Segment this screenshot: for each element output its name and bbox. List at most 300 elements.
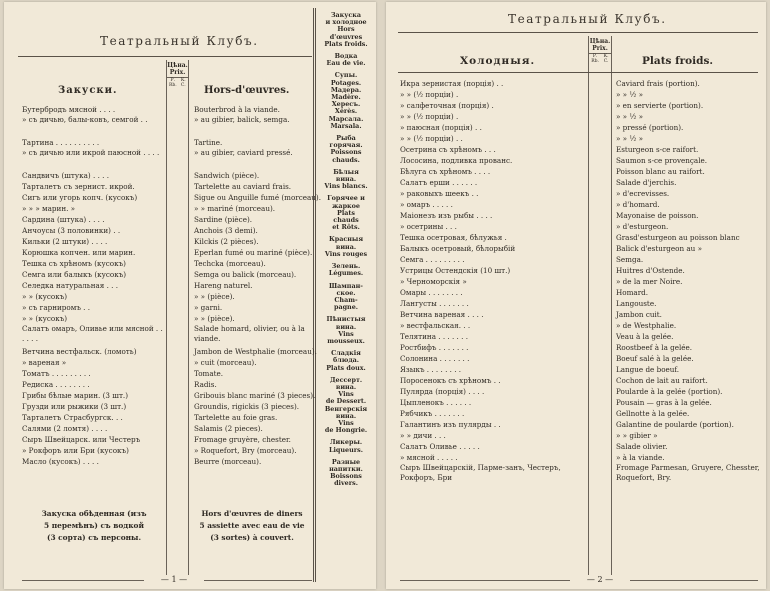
menu-item-row [22,291,314,302]
menu-item-fr: » » (pièce). [194,314,235,323]
title-rule [398,32,758,33]
sidebar-label-line: Хересъ. [331,100,361,109]
menu-item-row [400,276,762,287]
sidebar-label-line: chauds [333,216,359,225]
title-rule [18,56,312,57]
menu-item-row [400,155,762,166]
sidebar-section-label [317,195,375,209]
sidebar-section-label [317,183,375,190]
menu-item-fr: Balick d'esturgeon au » [616,244,702,253]
menu-item-fr: » au gibier, balick, semga. [194,115,290,124]
menu-item-ru: Масло (кусокъ) . . . . [22,457,99,466]
menu-item-fr: Langue de boeuf. [616,365,680,374]
menu-item-row [400,309,762,320]
price-label: Цѣна. Prix. [167,62,188,76]
menu-item-row [22,302,314,313]
sidebar-section-label [317,135,375,149]
set-menu-fr [190,508,314,544]
sidebar-label-line: Сладкія [331,349,361,358]
menu-item-fr: Veau à la gelée. [616,332,674,341]
menu-item-fr: » » (pièce). [194,292,235,301]
menu-item-row [400,298,762,309]
menu-item-row [22,115,314,137]
sidebar-label-line: Зелень. [331,262,361,271]
menu-item-ru: » вареная » [22,358,67,367]
menu-item-ru: Салатъ Оливье . . . . . [400,442,480,451]
sidebar-label-line: Plats froids. [324,39,368,48]
page-number: — 1 — [144,575,204,584]
menu-item-row [22,181,314,192]
menu-item-ru: Языкъ . . . . . . . . [400,365,462,374]
menu-item-fr: Salade olivier. [616,442,668,451]
menu-item-fr: Tartine. [194,138,223,147]
menu-item-row [22,280,314,291]
menu-item-fr: » en servierte (portion). [616,101,704,110]
menu-item-row [400,430,762,441]
menu-item-row [400,232,762,243]
menu-item-fr: Groundis, rigickis (3 pieces). [194,402,300,411]
sidebar-section-label [317,251,375,258]
sidebar-section-label [317,116,375,130]
menu-item-ru: » » (½ порціи) . . [400,134,463,143]
menu-item-fr: Fromage Parmesan, Gruyere, Chesster, Roquefort, Bry. [616,463,760,482]
menu-item-ru: » » » марин. » [22,204,76,213]
menu-item-row [400,100,762,111]
menu-item-row [400,342,762,353]
menu-item-fr: » de Westphalie. [616,321,677,330]
sidebar-label-line: Vins [338,329,354,338]
sidebar-label-line: Boissons [330,472,362,481]
menu-item-ru: Анчоусы (3 половинки) . . [22,226,121,235]
sidebar-section-label [317,316,375,330]
sidebar-label-line: блюда. [333,356,359,365]
sidebar-label-line: pagne. [333,303,358,312]
menu-item-fr: » d'homard. [616,200,660,209]
menu-item-ru: » осетрины . . . [400,222,457,231]
menu-item-fr: Radis. [194,380,217,389]
menu-page-2 [386,2,766,589]
sidebar-label-line: d'œuvres [329,32,363,41]
menu-item-ru: Балыкъ осетровый, бѣлорыбій [400,244,516,253]
menu-item-fr: Langouste. [616,299,657,308]
menu-item-fr: Poisson blanc au raifort. [616,167,705,176]
menu-item-ru: » съ дичью или икрой паюсной . . . . [22,148,160,157]
sidebar-section-label [317,101,375,115]
sidebar-section-label [317,210,375,232]
sidebar-label-line: Ликеры. [329,438,363,447]
menu-item-ru: » паюсная (порція) . . [400,123,482,132]
menu-item-ru: » » (кусокъ) [22,292,68,301]
menu-item-row [400,353,762,364]
menu-item-row [22,456,314,467]
menu-item-fr: Salade homard, olivier, ou à la viande. [194,324,305,343]
menu-item-row [22,368,314,379]
sidebar-section-label [317,459,375,473]
menu-item-fr: » » mariné (morceau). [194,204,276,213]
menu-item-fr: Pousain — gras à la gelée. [616,398,712,407]
sidebar-label-line: mousseux. [327,336,365,345]
menu-item-row [400,133,762,144]
menu-item-row [400,375,762,386]
footer-rule [22,580,162,581]
menu-item-fr: Esturgeon s-ce raifort. [616,145,699,154]
sidebar-section-label [317,406,375,420]
menu-item-ru: Цыпленокъ . . . . . . [400,398,472,407]
sidebar-section-label [317,53,375,67]
menu-item-row [400,331,762,342]
menu-item-ru: Солонина . . . . . . . [400,354,470,363]
sidebar-section-label [317,236,375,250]
sidebar-label-line: Рыба [336,134,356,143]
sidebar-label-line: Vins rouges [324,249,368,258]
menu-item-ru: Тарталетъ Страсбургск. . . [22,413,123,422]
menu-item-row [400,254,762,265]
menu-item-row [400,452,762,463]
sidebar-label-line: Vins blancs. [324,182,368,191]
menu-item-fr: Galantine de poularde (portion). [616,420,734,429]
menu-item-ru: » съ гарниромъ . . [22,303,91,312]
menu-item-ru: Сардина (штука) . . . . [22,215,105,224]
sidebar-label-line: Plats [337,208,355,217]
set-menu-fr-line: Hors d'œuvres de diners [201,509,303,518]
menu-item-row [22,313,314,324]
price-column-header [589,38,611,64]
menu-item-row [400,320,762,331]
menu-item-fr: Saumon s-ce provençale. [616,156,708,165]
sidebar-label-line: Cham- [334,295,358,304]
menu-item-fr: Gellnotte à la gelée. [616,409,690,418]
menu-item-fr: Salamis (2 pieces). [194,424,263,433]
menu-item-ru: Сыръ Швейцарск. или Честеръ [22,435,141,444]
menu-item-ru: Салатъ омаръ, Оливье или мясной . . . . . . [22,324,163,343]
sidebar-label-line: вина. [335,242,357,251]
sidebar-label-line: вина. [335,411,357,420]
menu-items-list [22,104,322,467]
menu-item-fr: Jambon de Westphalie (morceau). [194,347,317,356]
menu-item-row [22,104,314,115]
menu-item-fr: Eperlan fumé ou mariné (pièce). [194,248,313,257]
menu-item-fr: » pressé (portion). [616,123,684,132]
menu-item-fr: » garni. [194,303,223,312]
menu-item-fr: Caviard frais (portion). [616,79,700,88]
menu-item-ru: » салфеточная (порція) . [400,101,494,110]
menu-item-row [22,269,314,280]
menu-item-fr: Homard. [616,288,649,297]
menu-item-row [400,397,762,408]
menu-item-fr: Gribouis blanc mariné (3 pieces). [194,391,316,400]
menu-item-fr: Grasd'esturgeon au poisson blanc [616,233,740,242]
menu-item-fr: Hareng naturel. [194,281,253,290]
sidebar-section-label [317,72,375,86]
menu-item-ru: » » (кусокъ) [22,314,68,323]
price-column-header [167,62,188,88]
sidebar-label-line: вина. [335,382,357,391]
menu-item-ru: Ростбифъ . . . . . . . [400,343,469,352]
menu-item-ru: Тешка осетровая, бѣлужья . [400,233,507,242]
menu-item-row [22,434,314,445]
footer-rule [188,580,312,581]
menu-item-row [22,357,314,368]
menu-item-fr: Tartelette au caviard frais. [194,182,292,191]
menu-item-row [22,203,314,214]
set-menu-ru-line: (3 сорта) съ персоны. [46,533,142,542]
menu-item-row [400,89,762,100]
menu-item-ru: » » дичи . . . [400,431,446,440]
sidebar-label-line: Potages. [330,78,362,87]
footer-rule [612,580,758,581]
sidebar-label-line: Супы. [334,71,358,80]
menu-item-ru: » » (½ порціи) . [400,90,459,99]
menu-item-fr: Boeuf salé à la gelée. [616,354,694,363]
menu-item-fr: Techcka (morceau). [194,259,266,268]
menu-item-fr: Beurre (morceau). [194,457,262,466]
menu-item-fr: » d'esturgeon. [616,222,669,231]
menu-item-fr: Tartelette au foie gras. [194,413,278,422]
set-menu-ru-line: 5 перемѣнъ) съ водкой [44,521,144,530]
menu-item-fr: Sandwich (pièce). [194,171,260,180]
sidebar-label-line: напитки. [329,464,363,473]
menu-item-row [400,177,762,188]
menu-item-fr: Fromage gruyère, chester. [194,435,291,444]
menu-item-row [22,445,314,456]
menu-item-fr: » Roquefort, Bry (morceau). [194,446,297,455]
menu-item-ru: Томатъ . . . . . . . . . [22,369,91,378]
menu-item-row [400,287,762,298]
price-rubles-label: Р. Rb. [168,78,177,88]
menu-item-fr: Anchois (3 demi). [194,226,258,235]
sidebar-label-line: Liqueurs. [329,445,363,454]
menu-item-fr: Salade d'jerchis. [616,178,677,187]
menu-item-fr: Jambon cuit. [616,310,662,319]
menu-item-ru: Салатъ ерши . . . . . . [400,178,478,187]
sidebar-label-line: Венгерскія [324,404,368,413]
section-heading-ru: Холодныя. [460,55,536,67]
menu-item-ru: Селедка натуральная . . . [22,281,119,290]
sidebar-label-line: Légumes. [328,269,364,278]
set-menu-ru-line: Закуска обѣденная (изъ [41,509,147,518]
section-index-sidebar [317,12,375,488]
menu-item-row [400,265,762,276]
club-title: Театральный Клубъ. [100,34,259,48]
menu-item-ru: Галантинъ изъ пулярды . . [400,420,501,429]
menu-item-fr: Poularde à la gelée (portion). [616,387,723,396]
set-menu-ru [22,508,166,544]
section-heading-fr: Plats froids. [642,55,714,67]
menu-item-ru: Тартина . . . . . . . . . . [22,138,100,147]
menu-item-ru: » вестфальская. . . [400,321,471,330]
sidebar-label-line: Eau de vie. [326,59,366,68]
sidebar-label-line: Мадера. [330,85,362,94]
sidebar-section-label [317,420,375,434]
menu-item-ru: Лангусты . . . . . . . [400,299,469,308]
menu-item-fr: Kilckis (2 pièces). [194,237,259,246]
menu-item-row [22,236,314,247]
sidebar-label-line: chauds. [332,155,360,164]
menu-item-fr: Huitres d'Ostende. [616,266,685,275]
menu-item-row [22,379,314,390]
menu-item-ru: Лососина, подливка прованс. [400,156,513,165]
menu-item-ru: Салями (2 ломтя) . . . . [22,424,108,433]
menu-item-row [22,258,314,269]
sidebar-label-line: Poissons [330,148,362,157]
menu-item-ru: Маіонезъ изъ рыбы . . . . [400,211,493,220]
menu-item-fr: Roostbeef à la gelée. [616,343,693,352]
menu-item-ru: Сигъ или угорь копч. (кусокъ) [22,193,138,202]
menu-item-ru: Телятина . . . . . . . [400,332,468,341]
sidebar-section-label [317,350,375,364]
sidebar-label-line: et Rôts. [332,223,360,232]
menu-item-fr: » » gibier » [616,431,658,440]
menu-item-fr: Tomate. [194,369,224,378]
price-kopecks-label: К. C. [180,78,186,88]
menu-item-ru: Поросенокъ съ хрѣномъ . . [400,376,501,385]
menu-item-ru: Рябчикъ . . . . . . . [400,409,465,418]
section-heading-ru: Закуски. [58,85,118,96]
menu-item-row [400,144,762,155]
club-title: Театральный Клубъ. [508,12,667,26]
sidebar-section-label [317,377,375,391]
menu-item-fr: Semga ou balick (morceau). [194,270,297,279]
sidebar-label-line: Водка [334,52,358,61]
menu-items-list [400,78,762,485]
set-menu-fr-line: 5 assiette avec eau de vie [199,521,305,530]
menu-item-row [400,210,762,221]
sidebar-section-label [317,263,375,277]
menu-item-ru: Тарталетъ съ зернист. икрой. [22,182,135,191]
sidebar-label-line: горячая. [329,141,363,150]
sidebar-label-line: Marsala. [330,121,362,130]
sidebar-section-label [317,26,375,48]
menu-item-fr: Cochon de lait au raifort. [616,376,708,385]
menu-item-fr: Semga. [616,255,644,264]
sidebar-label-line: ское. [336,288,356,297]
sidebar-section-label [317,87,375,101]
menu-item-row [400,221,762,232]
menu-item-row [400,188,762,199]
price-label: Цѣна. Prix. [589,38,611,52]
menu-page-1 [4,2,376,589]
sidebar-label-line: Красныя [328,235,364,244]
sidebar-section-label [317,365,375,372]
menu-item-row [22,346,317,357]
menu-item-fr: Mayonaise de poisson. [616,211,699,220]
sidebar-section-label [317,283,375,297]
menu-item-ru: Ветчина вареная . . . . [400,310,484,319]
menu-item-ru: Сыръ Швейцарскій, Парме-занъ, Честеръ, Рокфоръ, Бри [400,463,561,482]
menu-item-row [22,148,314,170]
menu-item-ru: » Черноморскія » [400,277,467,286]
sidebar-section-label [317,473,375,487]
menu-item-row [22,170,314,181]
sidebar-label-line: Xérès. [334,107,358,116]
menu-item-ru: Бутербродъ мясной . . . . [22,105,116,114]
sidebar-label-line: divers. [334,479,358,488]
sidebar-section-label [317,297,375,311]
menu-item-row [400,408,762,419]
menu-item-fr: » à la viande. [616,453,665,462]
menu-item-ru: Пулярда (порція) . . . . [400,387,485,396]
menu-item-fr: » de la mer Noire. [616,277,683,286]
menu-item-fr: » d'ecrevisses. [616,189,670,198]
menu-item-ru: » съ дичью, балы-ковъ, семгой . . [22,115,148,124]
menu-item-fr: » cuit (morceau). [194,358,257,367]
menu-item-fr: » » ½ » [616,90,644,99]
menu-item-ru: Грибы бѣлые марин. (3 шт.) [22,391,129,400]
menu-item-row [22,401,314,412]
menu-item-row [400,386,762,397]
menu-item-row [22,192,322,203]
sidebar-label-line: Закуска [330,11,362,19]
menu-item-ru: » раковыхъ шеекъ . . [400,189,479,198]
menu-item-fr: Bouterbrod à la viande. [194,105,280,114]
menu-item-row [400,199,762,210]
menu-item-ru: Семга или балыкъ (кусокъ) [22,270,127,279]
menu-item-ru: Сандвичъ (штука) . . . . [22,171,109,180]
menu-item-row [400,243,762,254]
menu-item-ru: » омаръ . . . . . [400,200,453,209]
menu-item-row [400,463,762,485]
menu-item-ru: Устрицы Остендскія (10 шт.) [400,266,511,275]
sidebar-label-line: Шампан- [329,281,363,290]
sidebar-label-line: Plats doux. [326,363,366,372]
sidebar-label-line: Марсала. [328,114,364,123]
sidebar-label-line: вина. [335,175,357,184]
sidebar-label-line: жаркое [331,201,360,210]
set-menu-fr-line: (3 sortes) à couvert. [210,533,294,542]
menu-item-ru: Корюшка копчен. или марин. [22,248,136,257]
menu-item-row [22,137,314,148]
price-rubles-label: Р. Rb. [591,54,599,64]
sidebar-label-line: de Dessert. [325,397,367,406]
sidebar-label-line: Бѣлыя [333,167,359,176]
sidebar-section-label [317,391,375,405]
sidebar-section-label [317,439,375,453]
sidebar-section-label [317,149,375,163]
menu-item-ru: Ветчина вестфальск. (ломоть) [22,347,137,356]
menu-item-ru: Икра зернистая (порція) . . [400,79,504,88]
menu-item-ru: Осетрина съ хрѣномъ . . . [400,145,496,154]
sidebar-label-line: Разные [331,457,361,466]
menu-item-fr: » au gibier, caviard pressé. [194,148,293,157]
menu-item-ru: Семга . . . . . . . . . [400,255,465,264]
menu-item-row [22,412,314,423]
menu-item-row [22,390,314,401]
menu-item-row [400,78,762,89]
price-kopecks-label: К. C. [603,54,609,64]
menu-item-row [400,441,762,452]
sidebar-label-line: Hors [337,25,355,34]
sidebar-label-line: Горячее и [327,194,365,203]
section-heading-fr: Hors-d'œuvres. [204,85,290,96]
sidebar-label-line: Madère. [331,93,361,102]
menu-item-row [22,324,314,346]
menu-item-ru: Тешка съ хрѣномъ (кусокъ) [22,259,126,268]
header-rule [398,72,758,73]
sidebar-label-line: Пѣнистыя [326,315,366,324]
menu-item-fr: Sardine (pièce). [194,215,253,224]
menu-item-row [22,423,314,434]
sidebar-label-line: de Hongrie. [324,426,368,435]
menu-item-ru: » Рокфоръ или Бри (кусокъ) [22,446,129,455]
menu-item-ru: Грузди или рыжики (3 шт.) [22,402,127,411]
menu-item-row [22,247,314,258]
page-number: — 2 — [570,575,630,584]
sidebar-label-line: вина. [335,322,357,331]
menu-item-row [400,364,762,375]
menu-item-fr: » » ½ » [616,112,644,121]
sidebar-section-label [317,169,375,183]
menu-item-row [22,225,314,236]
